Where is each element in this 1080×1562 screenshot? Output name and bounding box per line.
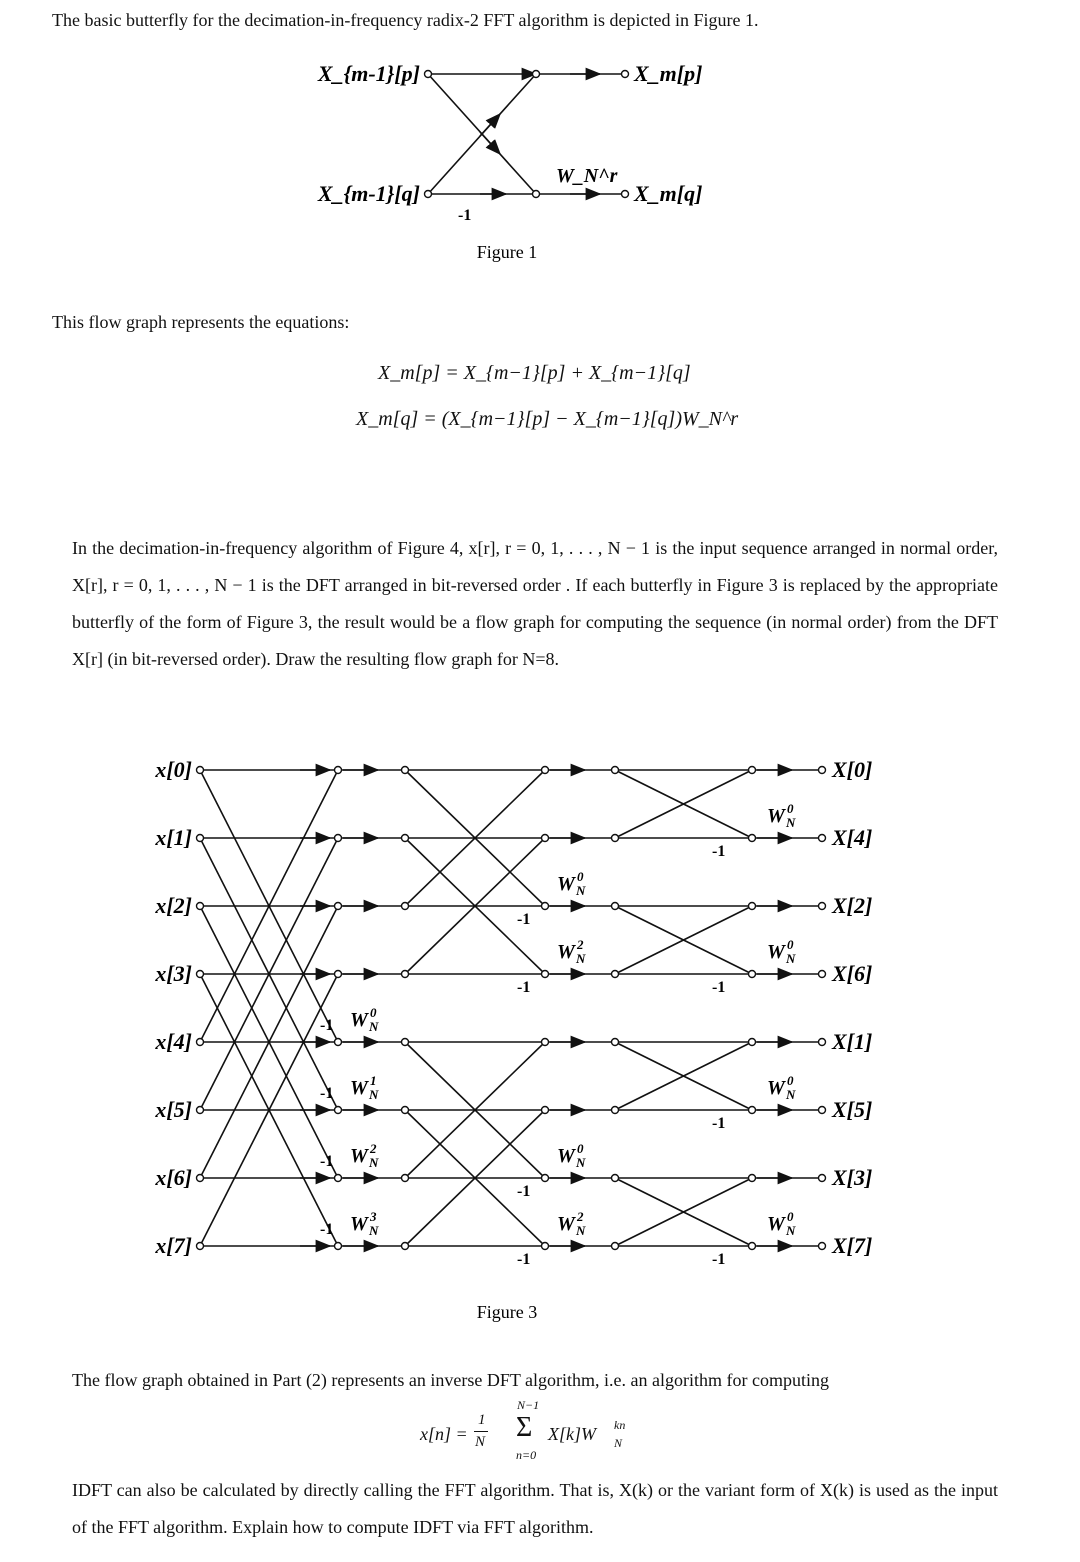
- output-label-7: X[7]: [832, 1233, 873, 1258]
- graph-node: [402, 1039, 409, 1046]
- graph-node: [197, 1107, 204, 1114]
- twiddle-base: W: [767, 1077, 785, 1099]
- stage2-minus-one-2: -1: [517, 1183, 531, 1200]
- graph-node: [819, 1175, 826, 1182]
- twiddle-sup: 2: [370, 1141, 377, 1156]
- graph-node: [335, 835, 342, 842]
- intro-text: The basic butterfly for the decimation-in-frequency radix-2 FFT algorithm is depicted in Figure 1.: [52, 10, 759, 30]
- twiddle-sub: N: [369, 1155, 379, 1170]
- graph-node: [335, 903, 342, 910]
- problem-paragraph: In the decimation-in-frequency algorithm of Figure 4, x[r], r = 0, 1, . . . , N − 1 is the input sequence arranged in normal order, X[r], r = 0, 1, . . . , N − 1 is the DFT arranged in bit-reversed order . If each butterfly in Figure 3 is replaced by the appropriate butterfly of the form of Figure 3, the result would be a flow graph for computing the sequence (in normal order) from the DFT X[r] (in bit-reversed order). Draw the resulting flow graph for N=8.: [72, 538, 998, 669]
- stage2-twiddle-1: [557, 937, 586, 966]
- output-label-3: X[6]: [832, 961, 873, 986]
- twiddle-base: W: [767, 1213, 785, 1235]
- stage2-twiddle-3: [557, 1209, 586, 1238]
- twiddle-sub: N: [786, 1223, 796, 1238]
- fig1-input-q: X_{m-1}[q]: [317, 181, 420, 206]
- graph-node: [402, 835, 409, 842]
- graph-node: [197, 767, 204, 774]
- idft-lhs: x[n] =: [420, 1424, 468, 1444]
- question-paragraph: IDFT can also be calculated by directly calling the FFT algorithm. That is, X(k) or the variant form of X(k) is used as the input of the FFT algorithm. Explain how to compute IDFT via FFT algorithm.: [72, 1480, 998, 1537]
- graph-node: [402, 1243, 409, 1250]
- stage1-minus-one-2: -1: [320, 1153, 334, 1170]
- graph-node: [197, 1039, 204, 1046]
- twiddle-sup: 0: [787, 1073, 794, 1088]
- graph-node: [335, 971, 342, 978]
- figure-1-butterfly: [0, 40, 1080, 320]
- twiddle-sub: N: [576, 1223, 586, 1238]
- twiddle-sup: 2: [577, 1209, 584, 1224]
- graph-node: [819, 1107, 826, 1114]
- fig1-twiddle: W_N^r: [556, 165, 618, 187]
- output-label-2: X[2]: [832, 893, 873, 918]
- output-label-6: X[3]: [832, 1165, 873, 1190]
- twiddle-sup: 0: [577, 1141, 584, 1156]
- fig1-input-p: X_{m-1}[p]: [317, 61, 420, 86]
- stage3-twiddle-3: [767, 1209, 796, 1238]
- graph-node: [612, 767, 619, 774]
- fig1-minus-one: -1: [458, 207, 472, 224]
- output-label-1: X[4]: [832, 825, 873, 850]
- graph-node: [402, 767, 409, 774]
- idft-term-sub: N: [614, 1436, 623, 1450]
- twiddle-sub: N: [786, 815, 796, 830]
- idft-term: X[k]W: [548, 1424, 596, 1444]
- graph-node: [542, 1243, 549, 1250]
- graph-node: [542, 1039, 549, 1046]
- graph-node: [819, 1039, 826, 1046]
- graph-node: [542, 903, 549, 910]
- graph-node: [542, 835, 549, 842]
- twiddle-sub: N: [576, 883, 586, 898]
- stage1-minus-one-0: -1: [320, 1017, 334, 1034]
- twiddle-sub: N: [369, 1223, 379, 1238]
- twiddle-sub: N: [369, 1087, 379, 1102]
- stage3-minus-one-3: -1: [712, 1251, 726, 1268]
- twiddle-base: W: [557, 873, 575, 895]
- graph-node: [749, 1243, 756, 1250]
- graph-node: [612, 1243, 619, 1250]
- twiddle-sub: N: [786, 1087, 796, 1102]
- output-label-0: X[0]: [832, 757, 873, 782]
- graph-node: [335, 1175, 342, 1182]
- graph-node: [335, 1039, 342, 1046]
- graph-node: [335, 1243, 342, 1250]
- stage1-minus-one-3: -1: [320, 1221, 334, 1238]
- stage3-minus-one-0: -1: [712, 843, 726, 860]
- output-label-5: X[5]: [832, 1097, 873, 1122]
- graph-node: [402, 903, 409, 910]
- idft-frac-den: N: [475, 1434, 486, 1450]
- idft-term-sup: kn: [614, 1418, 626, 1432]
- stage3-twiddle-1: [767, 937, 796, 966]
- graph-node: [749, 1175, 756, 1182]
- input-label-7: x[7]: [155, 1233, 192, 1258]
- figure-3-flow-graph: [0, 740, 1080, 1340]
- fig1-output-p: X_m[p]: [634, 61, 703, 86]
- graph-node: [819, 971, 826, 978]
- stage2-minus-one-0: -1: [517, 911, 531, 928]
- stage2-minus-one-1: -1: [517, 979, 531, 996]
- twiddle-base: W: [767, 805, 785, 827]
- graph-node: [542, 1107, 549, 1114]
- input-label-6: x[6]: [155, 1165, 192, 1190]
- graph-node: [749, 835, 756, 842]
- idft-upper: N−1: [517, 1398, 540, 1412]
- graph-node: [402, 1175, 409, 1182]
- graph-node: [197, 1175, 204, 1182]
- graph-node: [819, 767, 826, 774]
- graph-node: [749, 903, 756, 910]
- stage1-twiddle-2: [350, 1141, 379, 1170]
- twiddle-base: W: [557, 1213, 575, 1235]
- stage2-twiddle-0: [557, 869, 586, 898]
- input-label-2: x[2]: [155, 893, 192, 918]
- idft-frac-num: 1: [478, 1412, 486, 1428]
- twiddle-base: W: [350, 1009, 368, 1031]
- graph-node: [612, 903, 619, 910]
- graph-node: [197, 971, 204, 978]
- twiddle-sup: 0: [787, 801, 794, 816]
- graph-node: [542, 1175, 549, 1182]
- graph-node: [749, 767, 756, 774]
- graph-node: [819, 835, 826, 842]
- graph-node: [612, 1175, 619, 1182]
- idft-lower: n=0: [516, 1448, 537, 1462]
- graph-node: [819, 903, 826, 910]
- twiddle-sup: 0: [787, 1209, 794, 1224]
- input-label-5: x[5]: [155, 1097, 192, 1122]
- stage2-minus-one-3: -1: [517, 1251, 531, 1268]
- twiddle-sup: 1: [370, 1073, 377, 1088]
- equation-2: X_m[q] = (X_{m−1}[p] − X_{m−1}[q])W_N^r: [356, 408, 739, 430]
- stage1-twiddle-3: [350, 1209, 379, 1238]
- output-label-4: X[1]: [832, 1029, 873, 1054]
- fig1-output-q: X_m[q]: [634, 181, 703, 206]
- input-label-3: x[3]: [155, 961, 192, 986]
- graph-node: [749, 1039, 756, 1046]
- input-label-4: x[4]: [155, 1029, 192, 1054]
- graph-node: [612, 1107, 619, 1114]
- input-label-0: x[0]: [155, 757, 192, 782]
- stage3-minus-one-1: -1: [712, 979, 726, 996]
- stage3-minus-one-2: -1: [712, 1115, 726, 1132]
- stage3-twiddle-2: [767, 1073, 796, 1102]
- twiddle-sup: 0: [577, 869, 584, 884]
- stage1-twiddle-1: [350, 1073, 379, 1102]
- twiddle-sub: N: [786, 951, 796, 966]
- twiddle-sub: N: [576, 951, 586, 966]
- graph-node: [197, 835, 204, 842]
- graph-node: [335, 767, 342, 774]
- graph-node: [542, 767, 549, 774]
- graph-node: [749, 1107, 756, 1114]
- twiddle-sup: 2: [577, 937, 584, 952]
- stage2-twiddle-2: [557, 1141, 586, 1170]
- graph-node: [749, 971, 756, 978]
- stage3-twiddle-0: [767, 801, 796, 830]
- twiddle-base: W: [350, 1213, 368, 1235]
- twiddle-sup: 0: [370, 1005, 377, 1020]
- equation-1: X_m[p] = X_{m−1}[p] + X_{m−1}[q]: [378, 362, 691, 384]
- fig3-caption: Figure 3: [476, 1302, 538, 1322]
- twiddle-sup: 0: [787, 937, 794, 952]
- twiddle-base: W: [767, 941, 785, 963]
- graph-node: [402, 971, 409, 978]
- graph-node: [197, 1243, 204, 1250]
- idft-sigma: Σ: [516, 1412, 533, 1443]
- fig1-caption: Figure 1: [476, 242, 538, 262]
- graph-node: [612, 1039, 619, 1046]
- graph-node: [335, 1107, 342, 1114]
- equations-intro: This flow graph represents the equations:: [52, 312, 350, 332]
- graph-node: [612, 971, 619, 978]
- graph-node: [819, 1243, 826, 1250]
- graph-node: [612, 835, 619, 842]
- twiddle-base: W: [350, 1077, 368, 1099]
- stage1-twiddle-0: [350, 1005, 379, 1034]
- stage1-minus-one-1: -1: [320, 1085, 334, 1102]
- twiddle-sub: N: [576, 1155, 586, 1170]
- closing-text: The flow graph obtained in Part (2) represents an inverse DFT algorithm, i.e. an algorithm for computing: [72, 1370, 829, 1390]
- twiddle-sup: 3: [370, 1209, 377, 1224]
- twiddle-sub: N: [369, 1019, 379, 1034]
- twiddle-base: W: [557, 1145, 575, 1167]
- graph-node: [197, 903, 204, 910]
- idft-formula: [420, 1398, 680, 1466]
- graph-node: [542, 971, 549, 978]
- twiddle-base: W: [350, 1145, 368, 1167]
- twiddle-base: W: [557, 941, 575, 963]
- input-label-1: x[1]: [155, 825, 192, 850]
- graph-node: [402, 1107, 409, 1114]
